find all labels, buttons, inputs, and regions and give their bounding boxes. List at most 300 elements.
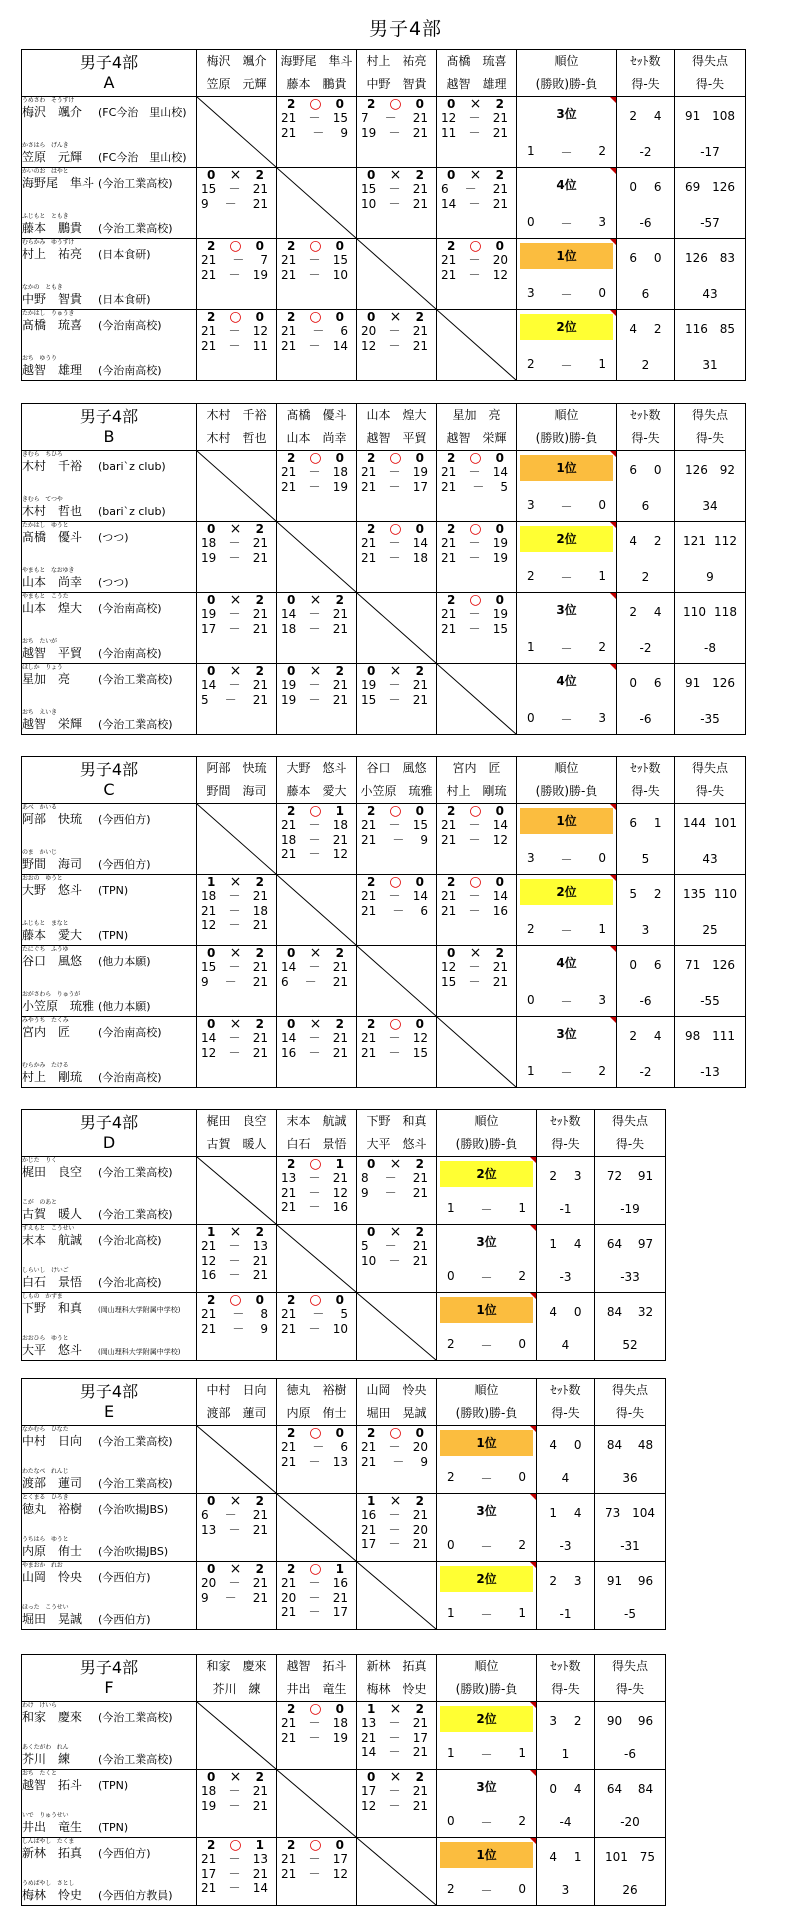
sets-sub-label: 得-失 [631, 77, 660, 91]
match-score [357, 522, 436, 536]
game-points-against: 21 [252, 550, 268, 565]
losses: 0 [598, 286, 606, 300]
loss-mark: × [389, 1224, 402, 1240]
dash: － [388, 1745, 401, 1759]
points-for: 84 [606, 1438, 623, 1452]
sets-lost: 0 [495, 804, 504, 818]
match-result [357, 1225, 437, 1293]
rank-header [437, 1110, 537, 1157]
match-result [197, 1838, 277, 1906]
sets-won-total: 2 [629, 605, 638, 619]
sets-won: 2 [287, 1293, 296, 1307]
sets-lost: 2 [255, 1494, 264, 1508]
group-code: 男子4部 [79, 53, 139, 72]
sets-won: 0 [447, 97, 456, 111]
sets-won: 0 [367, 1770, 376, 1784]
sets-lost: 2 [335, 946, 344, 960]
game-points-for: 15 [201, 960, 217, 974]
player-line [22, 363, 196, 377]
wins: 1 [447, 1606, 455, 1620]
pair-row [22, 310, 746, 381]
loss-mark: × [229, 521, 242, 537]
player-name: 古賀 暖人 [22, 1207, 83, 1221]
sets-won: 0 [367, 1225, 376, 1239]
opponent-name-1: 和家 慶來 [206, 1659, 267, 1673]
match-result [277, 593, 357, 664]
dash: － [228, 1031, 241, 1045]
match-score [437, 804, 516, 818]
game-points-for: 19 [201, 550, 217, 565]
pair-cell [22, 875, 197, 946]
points-against: 96 [637, 1714, 654, 1728]
sets-cell [537, 1562, 595, 1630]
dash: － [308, 621, 321, 636]
sets-won: 2 [287, 239, 296, 253]
points-sub-label: 得-失 [615, 1137, 645, 1151]
game-points-for: 18 [281, 621, 297, 636]
game-score [197, 975, 276, 990]
game-points-for: 21 [361, 465, 377, 479]
dash: － [308, 1171, 321, 1185]
dash: － [308, 1031, 321, 1045]
match-result [277, 946, 357, 1017]
team-name: (日本食研) [98, 293, 151, 306]
sets-lost-total: 4 [653, 109, 662, 123]
sets-cell [537, 1770, 595, 1838]
sets-diff: -6 [639, 712, 652, 726]
self-cell [197, 1426, 277, 1494]
game-score [277, 693, 356, 708]
opponent-name-1: 髙橋 琉喜 [446, 54, 507, 68]
sets-lost: 0 [495, 593, 504, 607]
sets-won-lost [617, 605, 674, 619]
sets-lost-total: 4 [573, 1782, 582, 1796]
sets-won: 2 [447, 239, 456, 253]
opponent-name-1: 宮内 匠 [452, 761, 501, 775]
game-points-against: 21 [252, 974, 268, 989]
player-name: 梅林 怜史 [22, 1888, 83, 1902]
game-points-against: 17 [332, 1605, 348, 1619]
furigana: むらかみ ゆうすけ [22, 239, 75, 246]
sets-lost: 2 [255, 1225, 264, 1239]
rank-cell [517, 804, 617, 875]
dash: － [308, 111, 321, 125]
sets-lost: 0 [495, 451, 504, 465]
losses: 1 [598, 569, 606, 583]
self-cell [277, 1225, 357, 1293]
team-name: (今治工業高校) [98, 177, 173, 190]
player-name: 髙橋 琉喜 [22, 318, 83, 332]
loss-mark: × [229, 663, 242, 679]
game-score [357, 480, 436, 495]
sets-won: 2 [287, 804, 296, 818]
game-points-for: 21 [281, 1321, 297, 1336]
game-points-for: 12 [201, 1045, 217, 1060]
points-diff: 31 [702, 358, 718, 372]
furigana: かいのお はやと [22, 168, 69, 175]
dash: － [308, 267, 321, 282]
group-code: 男子4部 [79, 1658, 139, 1677]
player-line [22, 1165, 196, 1179]
points-header [595, 1110, 666, 1157]
points-for-against [675, 1029, 745, 1043]
dash: － [308, 253, 321, 267]
sets-lost: 2 [495, 97, 504, 111]
sets-header [617, 50, 675, 97]
dash: － [480, 1608, 493, 1622]
game-score [197, 1046, 276, 1061]
group-letter: C [103, 780, 115, 799]
game-points-for: 13 [281, 1171, 297, 1185]
game-score [357, 551, 436, 566]
game-points-for: 5 [361, 1239, 369, 1253]
team-name: (今西伯方) [98, 1847, 151, 1860]
sets-lost: 1 [335, 804, 344, 818]
game-points-for: 21 [201, 1307, 217, 1321]
game-points-against: 21 [412, 125, 428, 140]
sets-diff: -2 [639, 641, 652, 655]
rank-cell [437, 1702, 537, 1770]
self-cell [357, 593, 437, 664]
match-result [277, 1838, 357, 1906]
group-code: 男子4部 [79, 1113, 139, 1132]
game-score [197, 607, 276, 622]
rank-cell [517, 664, 617, 735]
game-score [197, 1591, 276, 1606]
sets-cell [617, 1017, 675, 1088]
sets-won: 0 [207, 1494, 216, 1508]
dash: － [228, 1268, 241, 1282]
dash: － [228, 1253, 241, 1268]
game-points-for: 21 [441, 903, 457, 918]
pair-cell [22, 1770, 197, 1838]
game-score [197, 678, 276, 693]
winloss-label: (勝敗)勝-負 [455, 1682, 518, 1696]
game-points-for: 21 [281, 465, 297, 479]
match-score [437, 451, 516, 465]
points-for-against [595, 1714, 665, 1728]
pair-row [22, 593, 746, 664]
sets-diff: 6 [641, 499, 650, 513]
points-for-against [675, 816, 745, 830]
game-score [437, 465, 516, 480]
player-name: 笠原 元輝 [22, 150, 83, 164]
group-header [22, 404, 197, 451]
sets-won-lost [537, 1782, 594, 1796]
match-result [197, 1017, 277, 1088]
player-line [22, 318, 196, 332]
player-line [22, 1207, 196, 1221]
losses: 2 [518, 1269, 526, 1283]
player-name: 小笠原 琉雅 [22, 999, 95, 1013]
wins: 2 [447, 1882, 455, 1896]
dash: － [388, 536, 401, 550]
game-score [277, 1031, 356, 1046]
rank-header [517, 404, 617, 451]
sets-label: ｾｯﾄ数 [630, 761, 661, 775]
wins: 0 [527, 711, 535, 725]
dash: － [308, 1045, 321, 1060]
sets-won-lost [617, 958, 674, 972]
match-result [437, 593, 517, 664]
game-points-against: 16 [332, 1200, 348, 1214]
opponent-header [357, 1379, 437, 1426]
furigana: しもの かずま [22, 1293, 63, 1300]
wins: 1 [527, 1064, 535, 1078]
rank-badge: 3位 [556, 107, 577, 121]
opponent-name-2: 野間 海司 [206, 784, 267, 798]
sets-won-total: 4 [549, 1305, 558, 1319]
wins: 0 [447, 1538, 455, 1552]
pair-cell [22, 1494, 197, 1562]
game-points-against: 21 [252, 1798, 268, 1813]
dash: － [308, 832, 321, 847]
player-name: 梅沢 颯介 [22, 105, 83, 119]
sets-lost: 2 [335, 1017, 344, 1031]
points-cell [675, 168, 746, 239]
sets-won-total: 2 [549, 1574, 558, 1588]
game-points-against: 21 [252, 960, 268, 974]
self-cell [437, 1017, 517, 1088]
league-table-d [21, 1109, 666, 1361]
game-points-for: 21 [361, 1440, 377, 1454]
sets-won-lost [617, 887, 674, 901]
points-cell [595, 1293, 666, 1361]
win-loss [527, 498, 606, 515]
player-line [22, 504, 196, 518]
dash: － [228, 324, 241, 338]
losses: 3 [598, 711, 606, 725]
game-points-for: 17 [201, 621, 217, 636]
loss-mark: × [229, 1561, 242, 1577]
dash: － [388, 1253, 401, 1268]
loss-mark: × [229, 592, 242, 608]
player-line [22, 1888, 196, 1902]
sets-diff: 2 [641, 358, 650, 372]
loss-mark: × [309, 945, 322, 961]
dash: － [388, 818, 401, 832]
points-cell [595, 1426, 666, 1494]
game-points-for: 12 [441, 111, 457, 125]
team-name: (FC今治 里山校) [98, 151, 187, 164]
points-for: 126 [684, 463, 708, 477]
match-score [357, 310, 436, 324]
game-points-for: 6 [201, 1508, 209, 1522]
points-label: 得失点 [611, 1659, 648, 1673]
win-mark: ○ [309, 309, 322, 325]
wins: 0 [527, 993, 535, 1007]
game-score [277, 847, 356, 862]
sets-won: 2 [367, 804, 376, 818]
win-mark: ○ [309, 803, 322, 819]
player-line [22, 221, 196, 235]
wins: 2 [527, 922, 535, 936]
win-mark: ○ [389, 96, 402, 112]
rank-header [517, 757, 617, 804]
sets-won: 0 [287, 593, 296, 607]
game-points-for: 5 [201, 692, 209, 707]
sets-won-total: 1 [549, 1237, 558, 1251]
furigana: うめばやし さとし [22, 1880, 75, 1887]
game-points-for: 18 [201, 1784, 217, 1798]
points-header [675, 757, 746, 804]
match-result [357, 1494, 437, 1562]
opponent-name-1: 中村 日向 [206, 1383, 267, 1397]
points-header [595, 1379, 666, 1426]
game-score [277, 1867, 356, 1882]
points-diff: -57 [700, 216, 720, 230]
match-result [197, 1225, 277, 1293]
pair-row [22, 97, 746, 168]
game-score [277, 1731, 356, 1746]
dash: － [308, 479, 321, 494]
opponent-name-2: 中野 智貴 [366, 77, 427, 91]
points-for: 91 [606, 1574, 623, 1588]
spacer [22, 1247, 196, 1267]
sets-diff: 1 [561, 1747, 570, 1761]
sets-lost: 0 [335, 239, 344, 253]
dash: － [228, 621, 241, 636]
group-header [22, 1379, 197, 1426]
spacer [22, 1584, 196, 1604]
dash: － [308, 1716, 321, 1730]
match-score [357, 664, 436, 678]
sets-lost: 0 [415, 1426, 424, 1440]
dash: － [308, 1866, 321, 1881]
game-points-against: 19 [492, 536, 508, 550]
player-line [22, 1752, 196, 1766]
points-label: 得失点 [691, 408, 728, 422]
win-loss [527, 215, 606, 232]
loss-mark: × [389, 167, 402, 183]
game-points-against: 18 [332, 465, 348, 479]
losses: 2 [518, 1814, 526, 1828]
game-score [197, 918, 276, 933]
game-points-against: 19 [252, 267, 268, 282]
game-score [197, 693, 276, 708]
dash: － [468, 889, 481, 903]
diagonal-line [197, 1426, 276, 1493]
match-score [357, 1225, 436, 1239]
game-score [197, 551, 276, 566]
dash: － [388, 125, 401, 140]
opponent-name-2: 越智 平貿 [366, 431, 427, 445]
team-name: (今治南高校) [98, 602, 162, 615]
team-name: (他力本願) [98, 955, 151, 968]
group-header [22, 1110, 197, 1157]
player-name: 越智 雄理 [22, 363, 83, 377]
self-cell [437, 664, 517, 735]
sets-lost: 2 [255, 1770, 264, 1784]
points-for: 91 [684, 109, 701, 123]
spacer [22, 1315, 196, 1335]
match-result [277, 1017, 357, 1088]
game-points-against: 17 [332, 1852, 348, 1866]
sets-lost-total: 6 [653, 180, 662, 194]
points-for: 84 [606, 1305, 623, 1319]
player-line [22, 857, 196, 871]
dash: － [468, 621, 481, 636]
game-points-against: 21 [412, 324, 428, 338]
match-result [357, 451, 437, 522]
game-score [197, 1239, 276, 1254]
sets-cell [537, 1838, 595, 1906]
dash: － [308, 1185, 321, 1200]
opponent-name-2: 小笠原 琉雅 [360, 784, 433, 798]
sets-diff: -4 [559, 1815, 572, 1829]
points-cell [675, 310, 746, 381]
rank-badge: 2位 [520, 879, 613, 905]
sets-lost: 0 [335, 310, 344, 324]
dash: － [388, 182, 401, 196]
sets-lost: 2 [415, 310, 424, 324]
points-cell [675, 946, 746, 1017]
sets-lost: 2 [255, 875, 264, 889]
game-points-against: 20 [412, 1522, 428, 1537]
sets-lost-total: 1 [653, 816, 662, 830]
game-points-for: 12 [361, 338, 377, 353]
dash: － [388, 465, 401, 479]
match-score [277, 310, 356, 324]
win-mark: ○ [469, 874, 482, 890]
opponent-name-1: 大野 悠斗 [286, 761, 347, 775]
sets-won: 2 [447, 804, 456, 818]
player-name: 渡部 蓮司 [22, 1476, 83, 1490]
game-score [437, 126, 516, 141]
diagonal-line [277, 1494, 356, 1561]
rank-cell [437, 1494, 537, 1562]
dash: － [388, 1784, 401, 1798]
sets-won-total: 4 [549, 1438, 558, 1452]
dash: － [392, 832, 405, 847]
points-for: 64 [606, 1782, 623, 1796]
game-score [357, 1716, 436, 1731]
rank-cell [517, 522, 617, 593]
match-result [357, 1702, 437, 1770]
losses: 0 [598, 851, 606, 865]
game-points-against: 6 [420, 903, 428, 918]
game-points-for: 21 [361, 479, 377, 494]
game-points-for: 21 [441, 536, 457, 550]
points-for-against [595, 1574, 665, 1588]
loss-mark: × [389, 1493, 402, 1509]
game-points-against: 21 [252, 1522, 268, 1537]
win-loss [447, 1606, 526, 1623]
player-line [22, 954, 196, 968]
furigana: とくまる ひろき [22, 1494, 69, 1501]
opponent-name-1: 星加 亮 [452, 408, 501, 422]
pair-cell [22, 1702, 197, 1770]
player-line [22, 601, 196, 615]
furigana: こが のあと [22, 1199, 57, 1206]
team-name: (今治工業高校) [98, 1208, 173, 1221]
points-for-against [595, 1850, 665, 1864]
sets-won-total: 0 [629, 958, 638, 972]
sets-won: 1 [207, 875, 216, 889]
game-points-for: 21 [361, 536, 377, 550]
team-name: (FC今治 里山校) [98, 106, 187, 119]
furigana: たかはし ゆうと [22, 522, 69, 529]
player-name: 星加 亮 [22, 672, 71, 686]
furigana: おち えいき [22, 709, 57, 716]
sets-won: 1 [367, 1494, 376, 1508]
loss-mark: × [469, 167, 482, 183]
match-result [277, 451, 357, 522]
game-score [197, 1881, 276, 1896]
pair-cell [22, 804, 197, 875]
player-line [22, 646, 196, 660]
team-name: (bari`z club) [98, 460, 166, 473]
